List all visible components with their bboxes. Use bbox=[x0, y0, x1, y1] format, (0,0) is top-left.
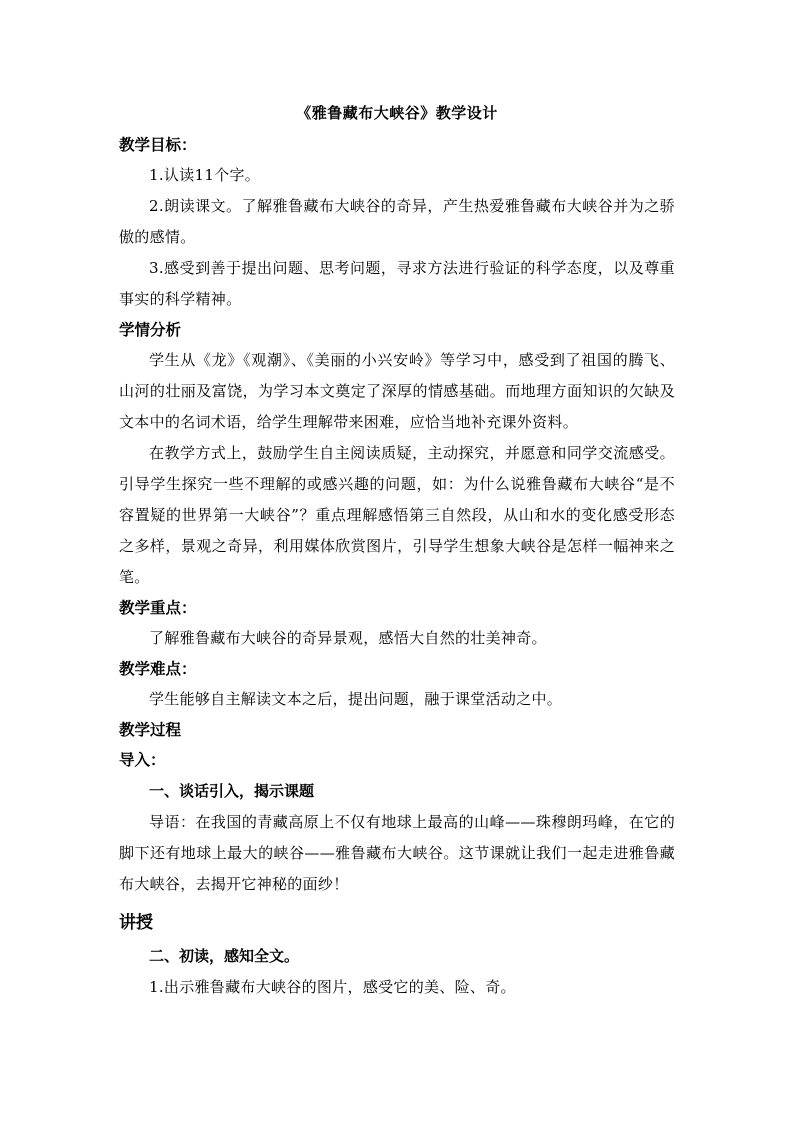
difficulty-text: 学生能够自主解读文本之后，提出问题，融于课堂活动之中。 bbox=[149, 690, 563, 708]
analysis-paragraph-2: 在教学方式上，鼓励学生自主阅读质疑，主动探究，并愿意和同学交流感受。引导学生探究一些不理解的或感兴趣的问题，如：为什么说雅鲁藏布大峡谷“是不容置疑的世界第一大峡谷”？重点理解感悟第三自然段，从山和水的变化感受形态之多样，景观之奇异，利用媒体欣赏图片，引导学生想象大峡谷是怎样一幅神来之笔。 bbox=[119, 444, 675, 586]
analysis-paragraph-1: 学生从《龙》《观潮》、《美丽的小兴安岭》等学习中，感受到了祖国的腾飞、山河的壮丽及富饶，为学习本文奠定了深厚的情感基础。而地理方面知识的欠缺及文本中的名词术语，给学生理解带来困难，应恰当地补充课外资料。 bbox=[119, 351, 675, 431]
section2-item-1: 1.出示雅鲁藏布大峡谷的图片，感受它的美、险、奇。 bbox=[149, 978, 516, 996]
section2-title: 二、初读，感知全文。 bbox=[149, 947, 300, 965]
document-body bbox=[119, 100, 675, 1003]
section1-title: 一、谈话引入，揭示课题 bbox=[149, 782, 315, 800]
goal-item-3: 3.感受到善于提出问题、思考问题，寻求方法进行验证的科学态度，以及尊重事实的科学精神。 bbox=[119, 259, 675, 308]
key-point-heading: 教学重点： bbox=[119, 598, 197, 617]
goal-item-2: 2.朗读课文。了解雅鲁藏布大峡谷的奇异，产生热爱雅鲁藏布大峡谷并为之骄傲的感情。 bbox=[119, 197, 675, 246]
intro-heading: 导入： bbox=[119, 750, 166, 769]
goal-item-1: 1.认读11个字。 bbox=[149, 166, 261, 184]
teach-heading: 讲授 bbox=[119, 913, 153, 933]
document-title: 《雅鲁藏布大峡谷》教学设计 bbox=[296, 104, 498, 122]
key-point-text: 了解雅鲁藏布大峡谷的奇异景观，感悟大自然的壮美神奇。 bbox=[149, 629, 547, 647]
goals-heading: 教学目标： bbox=[119, 135, 197, 154]
section1-text: 导语：在我国的青藏高原上不仅有地球上最高的山峰——珠穆朗玛峰，在它的脚下还有地球上最大的峡谷——雅鲁藏布大峡谷。这节课就让我们一起走进雅鲁藏布大峡谷，去揭开它神秘的面纱！ bbox=[119, 813, 675, 893]
analysis-heading: 学情分析 bbox=[119, 320, 182, 339]
process-heading: 教学过程 bbox=[119, 720, 182, 739]
difficulty-heading: 教学难点： bbox=[119, 659, 197, 678]
